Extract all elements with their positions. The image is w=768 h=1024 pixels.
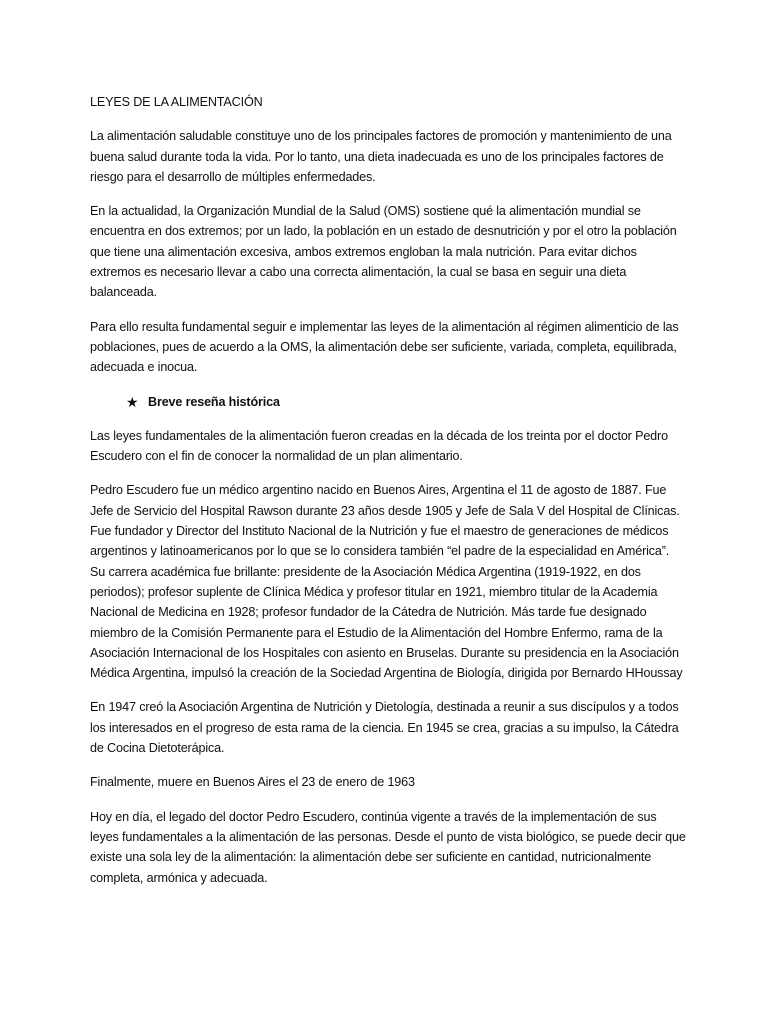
star-icon: ★	[126, 393, 139, 410]
history-paragraph-5: Hoy en día, el legado del doctor Pedro Escudero, continúa vigente a través de la implementación de sus leyes fundamentales a la alimentación de las personas. Desde el punto de vista biológico, se puede decir que existe una sola ley de la alimentación: la alimentación debe ser suficiente en cantidad, nutricionalmente completa, armónica y adecuada.	[90, 809, 686, 885]
history-paragraph-4: Finalmente, muere en Buenos Aires el 23 de enero de 1963	[90, 775, 415, 790]
document-title: LEYES DE LA ALIMENTACIÓN	[90, 95, 263, 109]
intro-paragraph-2: En la actualidad, la Organización Mundial de la Salud (OMS) sostiene qué la alimentación mundial se encuentra en dos extremos; por un lado, la población en un estado de desnutrición y por el otro la población que tiene una alimentación excesiva, ambos extremos engloban la mala nutrición. Para evitar dichos extremos es necesario llevar a cabo una correcta alimentación, la cual se basa en seguir una dieta balanceada.	[90, 204, 677, 300]
intro-paragraph-3: Para ello resulta fundamental seguir e implementar las leyes de la alimentación al régimen alimenticio de las poblaciones, pues de acuerdo a la OMS, la alimentación debe ser suficiente, variada, completa, equilibrada, adecuada e inocua.	[90, 319, 679, 375]
history-paragraph-1: Las leyes fundamentales de la alimentación fueron creadas en la década de los treinta por el doctor Pedro Escudero con el fin de conocer la normalidad de un plan alimentario.	[90, 428, 668, 464]
section-heading	[90, 392, 686, 412]
history-paragraph-2: Pedro Escudero fue un médico argentino nacido en Buenos Aires, Argentina el 11 de agosto de 1887. Fue Jefe de Servicio del Hospital Rawson durante 23 años desde 1905 y Jefe de Sala V del Hospital de Clínicas. Fue fundador y Director del Instituto Nacional de la Nutrición y fue el maestro de generaciones de médicos argentinos y latinoamericanos por lo que se lo considera también “el padre de la especialidad en América”. Su carrera académica fue brillante: presidente de la Asociación Médica Argentina (1919-1922, en dos periodos); profesor suplente de Clínica Médica y profesor titular en 1921, miembro titular de la Academia Nacional de Medicina en 1928; profesor fundador de la Cátedra de Nutrición. Más tarde fue designado miembro de la Comisión Permanente para el Estudio de la Alimentación del Hombre Enfermo, rama de la Asociación Internacional de los Hospitales con asiento en Bruselas. Durante su presidencia en la Asociación Médica Argentina, impulsó la creación de la Sociedad Argentina de Biología, dirigida por Bernardo HHoussay	[90, 483, 683, 681]
document-page	[90, 92, 686, 902]
history-paragraph-3: En 1947 creó la Asociación Argentina de Nutrición y Dietología, destinada a reunir a sus discípulos y a todos los interesados en el progreso de esta rama de la ciencia. En 1945 se crea, gracias a su impulso, la Cátedra de Cocina Dietoterápica.	[90, 700, 679, 756]
intro-paragraph-1: La alimentación saludable constituye uno de los principales factores de promoción y mantenimiento de una buena salud durante toda la vida. Por lo tanto, una dieta inadecuada es uno de los principales factores de riesgo para el desarrollo de múltiples enfermedades.	[90, 129, 672, 184]
section-heading-text: Breve reseña histórica	[148, 394, 280, 409]
